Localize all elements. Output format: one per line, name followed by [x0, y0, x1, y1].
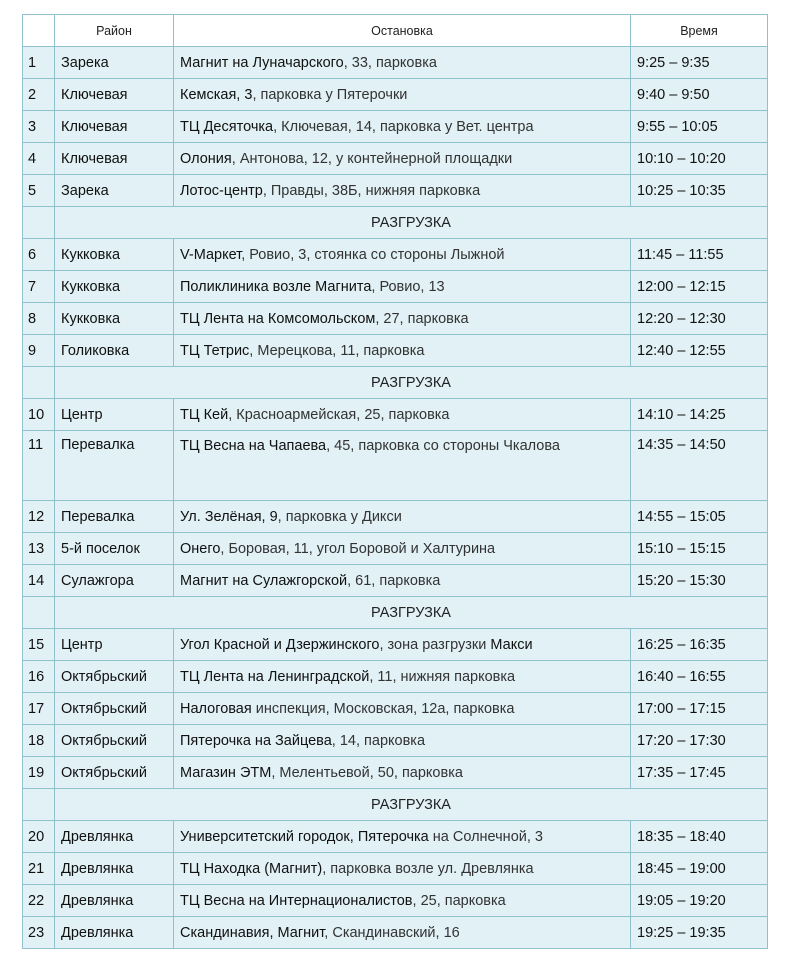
table-row	[23, 431, 768, 501]
stop-name: ТЦ Находка (Магнит)	[180, 860, 323, 877]
row-time: 17:00 – 17:15	[631, 693, 768, 725]
separator-label: РАЗГРУЗКА	[55, 367, 768, 399]
row-district: Древлянка	[55, 885, 174, 917]
row-time: 9:25 – 9:35	[631, 47, 768, 79]
stop-name: Пятерочка на Зайцева	[180, 732, 332, 749]
table-row	[23, 239, 768, 271]
stop-address: , Боровая, 11, угол Боровой и Халтурина	[220, 540, 496, 557]
row-stop	[174, 143, 631, 175]
separator-label: РАЗГРУЗКА	[55, 207, 768, 239]
header-time: Время	[631, 15, 768, 47]
row-number: 22	[23, 885, 55, 917]
row-stop	[174, 47, 631, 79]
stop-address: , Мелентьевой, 50, парковка	[271, 764, 463, 781]
row-number: 12	[23, 501, 55, 533]
row-time: 14:10 – 14:25	[631, 399, 768, 431]
table-row	[23, 853, 768, 885]
row-stop	[174, 501, 631, 533]
stop-name: Олония	[180, 150, 232, 167]
stop-name: ТЦ Десяточка	[180, 118, 274, 135]
row-stop	[174, 239, 631, 271]
row-district: Древлянка	[55, 853, 174, 885]
row-time: 17:20 – 17:30	[631, 725, 768, 757]
table-row	[23, 501, 768, 533]
row-number: 17	[23, 693, 55, 725]
row-district: Ключевая	[55, 111, 174, 143]
table-row	[23, 271, 768, 303]
row-number: 9	[23, 335, 55, 367]
row-district: Зарека	[55, 175, 174, 207]
stop-address: , Антонова, 12, у контейнерной площадки	[231, 150, 513, 167]
separator-label: РАЗГРУЗКА	[55, 597, 768, 629]
row-time: 17:35 – 17:45	[631, 757, 768, 789]
row-stop	[174, 79, 631, 111]
row-district: Октябрьский	[55, 693, 174, 725]
table-row	[23, 821, 768, 853]
stop-name: Лотос-центр	[180, 182, 263, 199]
row-time: 9:55 – 10:05	[631, 111, 768, 143]
stop-address: , Красноармейская, 25, парковка	[228, 406, 450, 423]
stop-name: Онего	[180, 540, 221, 557]
stop-name: Университетский городок, Пятерочка	[180, 828, 429, 845]
row-stop	[174, 175, 631, 207]
row-district: Кукковка	[55, 271, 174, 303]
stop-name: ТЦ Лента на Ленинградской	[180, 668, 370, 685]
stop-address: , Мерецкова, 11, парковка	[249, 342, 425, 359]
row-district: Кукковка	[55, 303, 174, 335]
row-stop	[174, 885, 631, 917]
row-stop	[174, 661, 631, 693]
row-number: 14	[23, 565, 55, 597]
row-district: Перевалка	[55, 431, 174, 501]
row-time: 12:40 – 12:55	[631, 335, 768, 367]
row-time: 12:20 – 12:30	[631, 303, 768, 335]
row-number: 13	[23, 533, 55, 565]
row-number: 11	[23, 431, 55, 501]
row-number: 3	[23, 111, 55, 143]
table-row	[23, 143, 768, 175]
stop-name: ТЦ Тетрис	[180, 342, 250, 359]
table-row	[23, 917, 768, 949]
row-stop	[174, 853, 631, 885]
table-row	[23, 303, 768, 335]
stop-address: , Ровио, 13	[371, 278, 445, 295]
row-stop	[174, 431, 631, 501]
row-time: 15:20 – 15:30	[631, 565, 768, 597]
row-time: 19:05 – 19:20	[631, 885, 768, 917]
stop-address: , Ровио, 3, стоянка со стороны Лыжной	[241, 246, 505, 263]
header-district: Район	[55, 15, 174, 47]
stop-address: , 45, парковка со стороны Чкалова	[326, 438, 560, 454]
table-row	[23, 565, 768, 597]
row-district: 5-й поселок	[55, 533, 174, 565]
stop-name: Ул. Зелёная, 9	[180, 508, 278, 525]
table-row	[23, 175, 768, 207]
row-time: 16:40 – 16:55	[631, 661, 768, 693]
row-district: Кукковка	[55, 239, 174, 271]
separator-num-cell	[23, 207, 55, 239]
row-district: Октябрьский	[55, 757, 174, 789]
row-stop	[174, 565, 631, 597]
table-row	[23, 79, 768, 111]
table-row	[23, 533, 768, 565]
separator-row	[23, 789, 768, 821]
stop-address: , 61, парковка	[347, 572, 441, 589]
stop-name: Кемская, 3	[180, 86, 253, 103]
row-time: 18:35 – 18:40	[631, 821, 768, 853]
stop-name-tail: Макси	[490, 636, 533, 653]
row-district: Центр	[55, 399, 174, 431]
stop-address: , 27, парковка	[375, 310, 469, 327]
row-stop	[174, 335, 631, 367]
stop-name: ТЦ Лента на Комсомольском	[180, 310, 376, 327]
row-stop	[174, 725, 631, 757]
row-district: Октябрьский	[55, 725, 174, 757]
separator-num-cell	[23, 789, 55, 821]
row-number: 20	[23, 821, 55, 853]
row-number: 21	[23, 853, 55, 885]
stop-name: Скандинавия, Магнит	[180, 924, 325, 941]
stop-name: ТЦ Кей	[180, 406, 229, 423]
stop-address: на Солнечной, 3	[428, 828, 543, 845]
row-time: 14:55 – 15:05	[631, 501, 768, 533]
row-number: 10	[23, 399, 55, 431]
row-time: 9:40 – 9:50	[631, 79, 768, 111]
schedule-table	[22, 14, 768, 949]
stop-address: , 25, парковка	[412, 892, 506, 909]
table-row	[23, 757, 768, 789]
row-stop	[174, 821, 631, 853]
row-number: 4	[23, 143, 55, 175]
row-district: Сулажгора	[55, 565, 174, 597]
header-num	[23, 15, 55, 47]
table-row	[23, 399, 768, 431]
row-district: Ключевая	[55, 79, 174, 111]
row-time: 15:10 – 15:15	[631, 533, 768, 565]
row-district: Голиковка	[55, 335, 174, 367]
stop-address: , 11, нижняя парковка	[369, 668, 516, 685]
stop-address: , парковка у Пятерочки	[252, 86, 408, 103]
stop-name: V-Маркет	[180, 246, 242, 263]
row-time: 11:45 – 11:55	[631, 239, 768, 271]
row-time: 16:25 – 16:35	[631, 629, 768, 661]
row-number: 23	[23, 917, 55, 949]
table-row	[23, 47, 768, 79]
row-stop	[174, 917, 631, 949]
separator-row	[23, 207, 768, 239]
row-district: Октябрьский	[55, 661, 174, 693]
separator-num-cell	[23, 367, 55, 399]
row-number: 16	[23, 661, 55, 693]
row-number: 7	[23, 271, 55, 303]
row-stop	[174, 693, 631, 725]
separator-num-cell	[23, 597, 55, 629]
stop-name: ТЦ Весна на Интернационалистов	[180, 892, 413, 909]
row-number: 18	[23, 725, 55, 757]
row-number: 8	[23, 303, 55, 335]
stop-address: , Ключевая, 14, парковка у Вет. центра	[273, 118, 534, 135]
stop-address: , зона разгрузки	[379, 636, 491, 653]
row-district: Ключевая	[55, 143, 174, 175]
stop-name: Налоговая	[180, 700, 252, 717]
row-number: 15	[23, 629, 55, 661]
row-stop	[174, 111, 631, 143]
stop-address: , Правды, 38Б, нижняя парковка	[262, 182, 481, 199]
table-header-row	[23, 15, 768, 47]
row-district: Древлянка	[55, 821, 174, 853]
table-row	[23, 335, 768, 367]
stop-name: Магнит на Луначарского	[180, 54, 344, 71]
row-district: Древлянка	[55, 917, 174, 949]
separator-row	[23, 367, 768, 399]
table-row	[23, 629, 768, 661]
table-row	[23, 725, 768, 757]
stop-address: , 33, парковка	[343, 54, 437, 71]
row-number: 5	[23, 175, 55, 207]
row-stop	[174, 271, 631, 303]
row-number: 19	[23, 757, 55, 789]
header-stop: Остановка	[174, 15, 631, 47]
stop-address: инспекция, Московская, 12а, парковка	[251, 700, 515, 717]
table-row	[23, 661, 768, 693]
row-number: 1	[23, 47, 55, 79]
stop-address: , парковка у Дикси	[277, 508, 402, 525]
row-district: Перевалка	[55, 501, 174, 533]
row-time: 18:45 – 19:00	[631, 853, 768, 885]
separator-label: РАЗГРУЗКА	[55, 789, 768, 821]
row-time: 10:25 – 10:35	[631, 175, 768, 207]
row-district: Зарека	[55, 47, 174, 79]
row-district: Центр	[55, 629, 174, 661]
separator-row	[23, 597, 768, 629]
stop-address: , Скандинавский, 16	[324, 924, 460, 941]
stop-address: , парковка возле ул. Древлянка	[322, 860, 534, 877]
row-stop	[174, 533, 631, 565]
row-time: 10:10 – 10:20	[631, 143, 768, 175]
stop-address: , 14, парковка	[331, 732, 426, 749]
stop-name: Магнит на Сулажгорской	[180, 572, 348, 589]
row-number: 2	[23, 79, 55, 111]
row-stop	[174, 629, 631, 661]
row-stop	[174, 757, 631, 789]
row-stop	[174, 303, 631, 335]
row-time: 19:25 – 19:35	[631, 917, 768, 949]
stop-name: Угол Красной и Дзержинского	[180, 636, 380, 653]
row-time: 12:00 – 12:15	[631, 271, 768, 303]
row-stop	[174, 399, 631, 431]
stop-name: ТЦ Весна на Чапаева	[180, 438, 327, 454]
table-row	[23, 693, 768, 725]
table-row	[23, 885, 768, 917]
row-time: 14:35 – 14:50	[631, 431, 768, 501]
stop-name: Магазин ЭТМ	[180, 764, 272, 781]
stop-name: Поликлиника возле Магнита	[180, 278, 372, 295]
table-row	[23, 111, 768, 143]
row-number: 6	[23, 239, 55, 271]
